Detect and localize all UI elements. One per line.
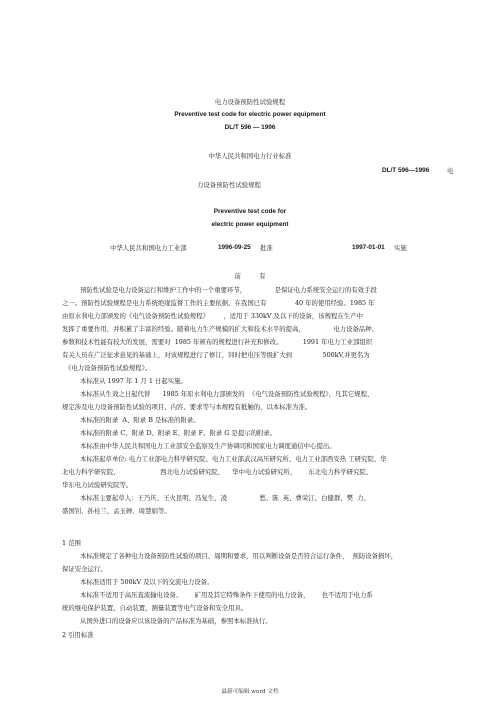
implement-word: 实施 [394, 244, 407, 252]
preface-heading: 前 有 [234, 272, 266, 280]
section1-p3-line: 本标准不适用于高压直流输电设备、 矿用及其它特殊条件下使用的电力设备， 也不适用于电力系 [80, 591, 373, 599]
en-title-line1: Preventive test code for [213, 208, 287, 215]
preface-p1-line: 《电力设备预防性试验规程》。 [65, 364, 152, 372]
page-footer: 最新可编辑 word 文档 [221, 689, 279, 695]
implement-date: 1997-01-01 [352, 244, 385, 251]
section1-p1-line: 本标准规定了各种电力设备预防性试验的项目、周期和要求，用以判断设备是否符合运行条件， 预防设备损坏， [80, 552, 398, 560]
standard-code: DL/T 596 — 1996 [224, 124, 276, 131]
section2-heading: 2 引用标准 [62, 631, 94, 639]
preface-p6: 本标准由中华人民共和国电力工业部安全监察及生产协调司和国家电力调度通信中心提出。 [80, 442, 336, 450]
preface-p1-line: 预防性试验是电力设备运行和维护工作中的一个重要环节， 是保证电力系统安全运行的有效手段 [80, 286, 377, 294]
standard-code-right: DL/T 596—1996 [382, 167, 430, 174]
preface-p8-line: 本标准主要起草人：王乃庆、王火昆明、冯复生、凌 愁、陈 英、曹荣江、白健群、樊 力、 [80, 494, 370, 502]
ministry: 中华人民共和国电力工业部 [110, 244, 187, 252]
org-line: 中华人民共和国电力行业标准 [208, 152, 292, 160]
en-title-line2: electric power equipment [211, 221, 289, 228]
preface-p7-line: 本标准起草单位: 电力工业部电力科学研究院、电力工业部武汉高压研究所、电力工业部西安热 工研究院、华 [80, 455, 387, 463]
preface-p1-line: 之一。预防性试验规程是电力系统绝缘监督工作的主要依据，在我国已有 40 年的使用经验。1985 年 [62, 299, 375, 307]
preface-p7-line: 北电力科学研究院、 西北电力试验研究院、 华中电力试验研究所、 东北电力科学研究院、 [62, 468, 373, 476]
code-tail-char: 电 [447, 167, 454, 175]
preface-p8-line: 盛国钊、孙桂兰、孟玉婵、周慧娟等。 [62, 507, 171, 515]
preface-p3-line: 规定涉及电力设备预防性试验的项目、内容、要求等与本规程有抵触的，以本标准为准。 [62, 403, 312, 411]
cn-title-continued: 力设备预防性试验规程 [197, 181, 261, 189]
section1-p2: 本标准适用于 500kV 及以下的交流电力设备。 [80, 578, 214, 586]
en-title: Preventive test code for electric power equipment [174, 111, 326, 118]
preface-p4: 本标准的附录 A、附录 B 是标准的附录。 [80, 416, 200, 424]
preface-p2: 本标准从 1997 年 1 月 1 日起实施。 [80, 377, 187, 385]
cn-title: 电力设备预防性试验规程 [214, 98, 286, 106]
preface-p5: 本标准的附录 C、附录 D、附录 E、附录 F、附录 G 是提示的附录。 [80, 429, 277, 437]
section1-p3-line: 统的继电保护装置、自动装置、测量装置等电气设备和安全用具。 [62, 604, 248, 612]
preface-p1-line: 参数和技术性能有较大的发展，需要对 1985 年颁布的规程进行补充和修改。 1991 年电力工业部组织 [62, 338, 373, 346]
approve-date: 1996-09-25 [218, 244, 251, 251]
section1-p4: 从国外进口的设备应以该设备的产品标准为基础，参照本标准执行。 [80, 617, 272, 625]
preface-p1-line: 由原水利电力部颁发的《电气设备预防性试验规程》 ，适用于 330kV 及以下的设备，该规程在生产中 [62, 312, 363, 320]
section1-heading: 1 范围 [62, 539, 81, 547]
preface-p3-line: 本标准从生效之日起代替 1985 年原水利电力部颁发的 《电气设备预防性试验规程》，凡其它规程、 [80, 390, 374, 398]
preface-p1-line: 发挥了重要作用，并积累了丰富的经验。随着电力生产规模的扩大和技术水平的提高， 电力设备品种、 [62, 325, 379, 333]
preface-p1-line: 有关人员在广泛征求意见的基础上，对该规程进行了修订，同时把电压等级扩大到 500kV,并更名为 [62, 351, 370, 359]
approve-word: 批准 [260, 244, 273, 252]
section1-p1-line: 保证安全运行。 [62, 565, 107, 573]
preface-p7-line: 华东电力试验研究院等。 [62, 481, 133, 489]
